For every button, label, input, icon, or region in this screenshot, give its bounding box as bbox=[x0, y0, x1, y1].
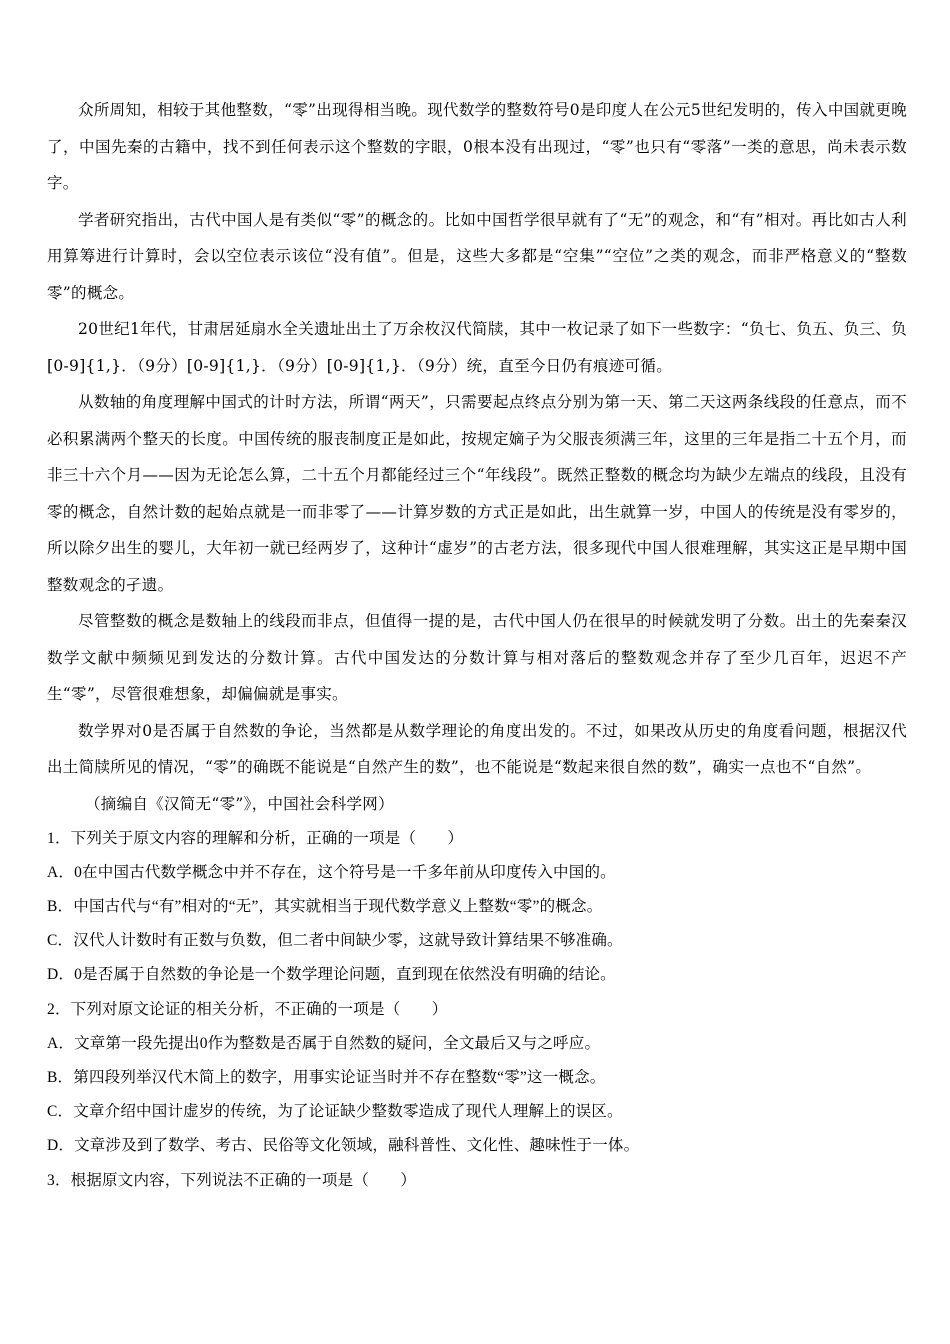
question-stem: 1．下列关于原文内容的理解和分析，正确的一项是（ ） bbox=[47, 829, 464, 847]
article-source: （摘编自《汉简无“零”》，中国社会科学网） bbox=[85, 794, 394, 813]
question-stem: 3．根据原文内容，下列说法不正确的一项是（ ） bbox=[47, 1171, 417, 1189]
option-c: C．汉代人计数时有正数与负数，但二者中间缺少零，这就导致计算结果不够准确。 bbox=[47, 932, 623, 950]
question-1 bbox=[47, 822, 907, 993]
article-paragraph-1: 众所周知，相较于其他整数，“零”出现得相当晚。现代数学的整数符号0是印度人在公元5世纪发明的，传入中国就更晚了，中国先秦的古籍中，找不到任何表示这个整数的字眼，0根本没有出现过，“零”也只有“零落”一类的意思，尚未表示数字。 bbox=[47, 101, 907, 192]
question-3 bbox=[47, 1164, 907, 1198]
option-a: A．0在中国古代数学概念中并不存在，这个符号是一千多年前从印度传入中国的。 bbox=[47, 863, 616, 881]
article-paragraph-2: 学者研究指出，古代中国人是有类似“零”的概念的。比如中国哲学很早就有了“无”的观念，和“有”相对。再比如古人利用算筹进行计算时，会以空位表示该位“没有值”。但是，这些大多都是“空集”“空位”之类的观念，而非严格意义的“整数零”的概念。 bbox=[47, 210, 907, 302]
option-c: C．文章介绍中国计虚岁的传统，为了论证缺少整数零造成了现代人理解上的误区。 bbox=[47, 1103, 623, 1121]
question-stem: 2．下列对原文论证的相关分析，不正确的一项是（ ） bbox=[47, 1000, 448, 1018]
option-b: B．中国古代与“有”相对的“无”，其实就相当于现代数学意义上整数“零”的概念。 bbox=[47, 897, 603, 915]
article-paragraph-4: 从数轴的角度理解中国式的计时方法，所谓“两天”，只需要起点终点分别为第一天、第二天这两条线段的任意点，而不必积累满两个整天的长度。中国传统的服丧制度正是如此，按规定嫡子为父服丧须满三年，这里的三年是指二十五个月，而非三十六个月——因为无论怎么算，二十五个月都能经过三个“年线段”。既然正整数的概念均为缺少左端点的线段，且没有零的概念，自然计数的起始点就是一而非零了——计算岁数的方式正是如此，出生就算一岁，中国人的传统是没有零岁的，所以除夕出生的婴儿，大年初一就已经两岁了，这种计“虚岁”的古老方法，很多现代中国人很难理解，其实这正是早期中国整数观念的孑遗。 bbox=[47, 393, 907, 594]
article-paragraph-3: 20世纪1年代，甘肃居延扇水全关遗址出土了万余枚汉代简牍，其中一枚记录了如下一些数字：“负七、负五、负三、负[0-9]{1,}．（9分）[0-9]{1,}．（9分）[0-9]{1,}．（9分）统，直至今日仍有痕迹可循。 bbox=[47, 320, 907, 375]
document-page bbox=[47, 92, 907, 1198]
question-2 bbox=[47, 993, 907, 1164]
option-a: A．文章第一段先提出0作为整数是否属于自然数的疑问，全文最后又与之呼应。 bbox=[47, 1034, 601, 1052]
option-b: B．第四段列举汉代木简上的数字，用事实论证当时并不存在整数“零”这一概念。 bbox=[47, 1068, 606, 1086]
option-d: D．0是否属于自然数的争论是一个数学理论问题，直到现在依然没有明确的结论。 bbox=[47, 966, 616, 984]
article-paragraph-5: 尽管整数的概念是数轴上的线段而非点，但值得一提的是，古代中国人仍在很早的时候就发明了分数。出土的先秦秦汉数学文献中频频见到发达的分数计算。古代中国发达的分数计算与相对落后的整数观念并存了至少几百年，迟迟不产生“零”，尽管很难想象，却偏偏就是事实。 bbox=[47, 612, 907, 703]
option-d: D．文章涉及到了数学、考古、民俗等文化领域，融科普性、文化性、趣味性于一体。 bbox=[47, 1137, 640, 1155]
article-paragraph-6: 数学界对0是否属于自然数的争论，当然都是从数学理论的角度出发的。不过，如果改从历史的角度看问题，根据汉代出土简牍所见的情况，“零”的确既不能说是“自然产生的数”，也不能说是“数起来很自然的数”，确实一点也不“自然”。 bbox=[47, 721, 907, 776]
